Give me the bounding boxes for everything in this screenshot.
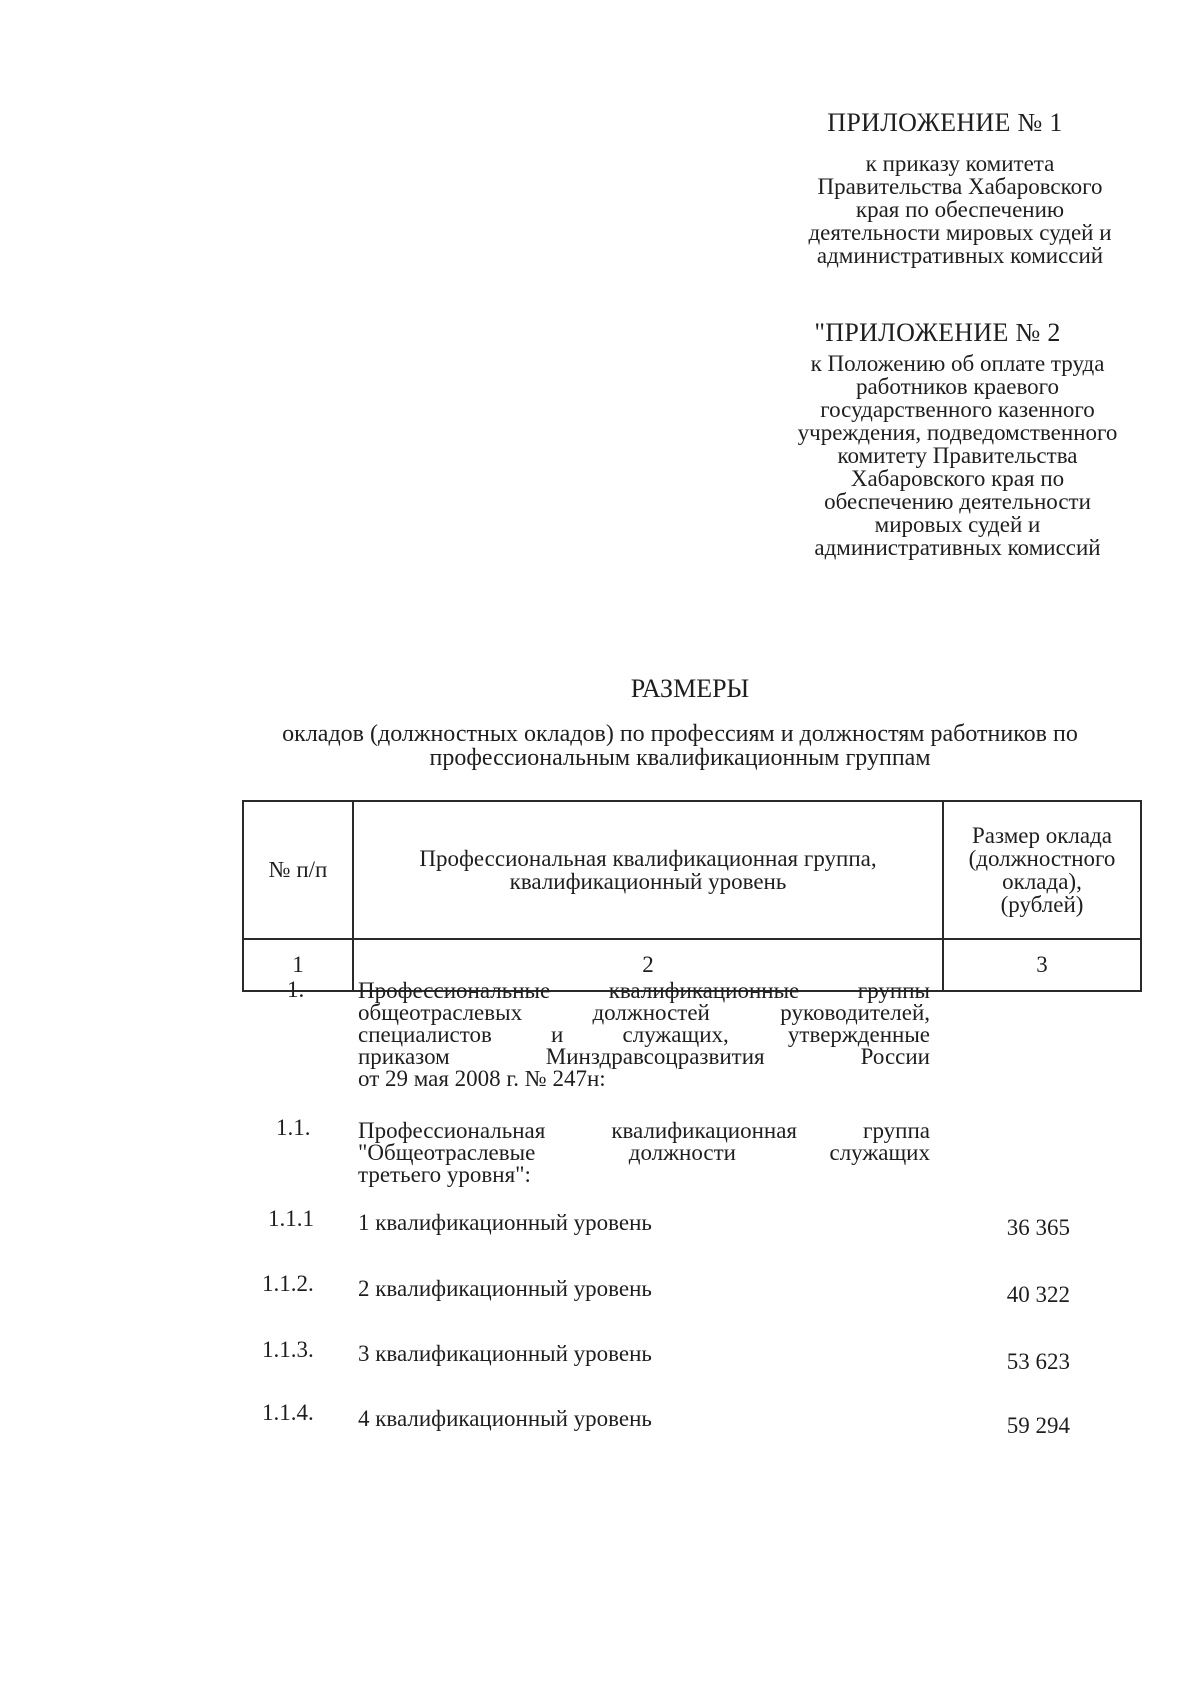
table-header-row xyxy=(243,801,1141,939)
appendix-2-line: административных комиссий xyxy=(814,535,1101,560)
column-number-3: 3 xyxy=(943,939,1141,991)
appendix-2-line: учреждения, подведомственного xyxy=(797,420,1118,445)
appendix-2-line: работников краевого xyxy=(855,374,1060,399)
header-col-salary-line: (должностного xyxy=(968,846,1116,871)
level-number: 1.1.2. xyxy=(262,1271,314,1296)
section-1-line: от 29 мая 2008 г. № 247н: xyxy=(358,1066,606,1091)
subtitle-line: окладов (должностных окладов) по профессиям и должностям работников по xyxy=(282,721,1078,747)
section-1-line: общеотраслевых должностей руководителей, xyxy=(358,1000,930,1025)
appendix-1-block xyxy=(770,108,1150,267)
level-salary: 40 322 xyxy=(1006,1282,1070,1307)
level-salary: 59 294 xyxy=(1006,1413,1070,1438)
table-header xyxy=(242,800,1142,992)
appendix-2-line: к Положению об оплате труда xyxy=(810,351,1105,376)
document-title: РАЗМЕРЫ xyxy=(630,674,750,703)
section-1-1-line: "Общеотраслевые должности служащих xyxy=(358,1140,930,1165)
header-col-salary-line: оклада), xyxy=(1002,869,1082,894)
section-1-1-line: третьего уровня": xyxy=(358,1162,531,1187)
appendix-1-line: Правительства Хабаровского xyxy=(817,174,1103,199)
section-1-1-text xyxy=(358,1120,930,1186)
level-label: 2 квалификационный уровень xyxy=(358,1276,652,1301)
appendix-1-line: административных комиссий xyxy=(816,243,1104,268)
appendix-2-heading: "ПРИЛОЖЕНИЕ № 2 xyxy=(814,318,1061,347)
appendix-1-text xyxy=(770,152,1150,267)
section-1-text xyxy=(358,980,930,1090)
header-col-group-line: Профессиональная квалификационная группа, xyxy=(419,846,877,871)
level-label: 4 квалификационный уровень xyxy=(358,1406,652,1431)
appendix-1-line: к приказу комитета xyxy=(865,151,1055,176)
appendix-2-line: Хабаровского края по xyxy=(850,466,1065,491)
column-number-1: 1 xyxy=(243,939,353,991)
header-col-salary-line: (рублей) xyxy=(1000,892,1084,917)
appendix-2-block xyxy=(760,318,1155,559)
section-1-number: 1. xyxy=(287,977,305,1002)
subtitle-line: профессиональным квалификационным группам xyxy=(429,745,931,771)
appendix-1-line: края по обеспечению xyxy=(855,197,1065,222)
section-1-line: Профессиональные квалификационные группы xyxy=(358,978,930,1003)
header-col-salary xyxy=(943,801,1141,939)
appendix-2-line: комитету Правительства xyxy=(837,443,1078,468)
column-number-2: 2 xyxy=(353,939,943,991)
appendix-2-text xyxy=(760,352,1155,559)
header-col-number: № п/п xyxy=(243,801,353,939)
header-col-salary-line: Размер оклада xyxy=(971,823,1113,848)
document-subtitle xyxy=(220,722,1140,770)
section-1-line: специалистов и служащих, утвержденные xyxy=(358,1022,930,1047)
header-col-group xyxy=(353,801,943,939)
level-label: 1 квалификационный уровень xyxy=(358,1210,652,1235)
level-number: 1.1.4. xyxy=(262,1400,314,1425)
level-number: 1.1.3. xyxy=(262,1337,314,1362)
section-1-line: приказом Минздравсоцразвития России xyxy=(358,1044,930,1069)
level-salary: 36 365 xyxy=(1006,1215,1070,1240)
appendix-2-line: государственного казенного xyxy=(820,397,1095,422)
level-label: 3 квалификационный уровень xyxy=(358,1341,652,1366)
level-salary: 53 623 xyxy=(1006,1349,1070,1374)
level-number: 1.1.1 xyxy=(268,1206,314,1231)
header-col-group-line: квалификационный уровень xyxy=(509,869,787,894)
appendix-1-line: деятельности мировых судей и xyxy=(808,220,1112,245)
appendix-1-heading: ПРИЛОЖЕНИЕ № 1 xyxy=(827,108,1063,137)
appendix-2-line: мировых судей и xyxy=(874,512,1041,537)
section-1-1-line: Профессиональная квалификационная группа xyxy=(358,1118,930,1143)
appendix-2-line: обеспечению деятельности xyxy=(824,489,1091,514)
section-1-1-number: 1.1. xyxy=(276,1115,311,1140)
